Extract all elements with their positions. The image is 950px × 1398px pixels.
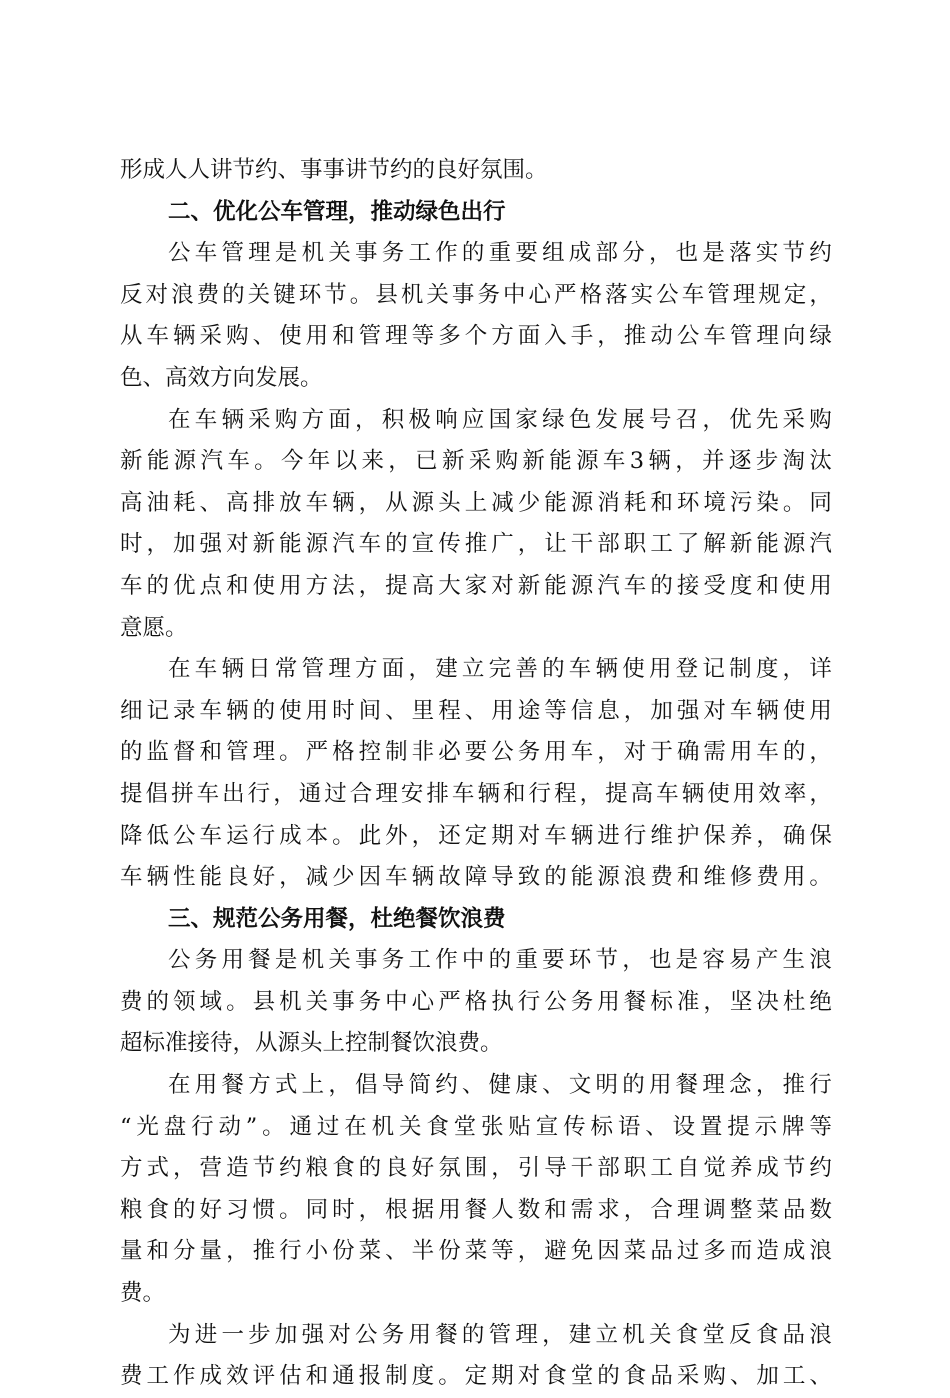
text-line: 在 车 辆 日 常 管 理 方 面 ， 建 立 完 善 的 车 辆 使 用 登 记 制 度 ， 详	[168, 656, 832, 683]
text-line: 费 工 作 成 效 评 估 和 通 报 制 度 。 定 期 对 食 堂 的 食 品 采 购 、 加 工 、	[120, 1363, 832, 1390]
document-body	[120, 150, 832, 1398]
text-line: 形成人人讲节约、事事讲节约的良好氛围。	[120, 157, 548, 183]
text-line: 超标准接待，从源头上控制餐饮浪费。	[120, 1030, 503, 1057]
text-line: 意愿。	[120, 614, 188, 641]
section-heading: 三、规范公务用餐，杜绝餐饮浪费	[168, 905, 506, 932]
text-line: “ 光 盘 行 动 ” 。 通 过 在 机 关 食 堂 张 贴 宣 传 标 语 、 设 置 提 示 牌 等	[120, 1113, 832, 1140]
text-line: 细 记 录 车 辆 的 使 用 时 间 、 里 程 、 用 途 等 信 息 ， 加 强 对 车 辆 使 用	[120, 697, 832, 724]
text-line: 在 用 餐 方 式 上 ， 倡 导 简 约 、 健 康 、 文 明 的 用 餐 理 念 ， 推 行	[168, 1072, 832, 1099]
text-line: 粮 食 的 好 习 惯 。 同 时 ， 根 据 用 餐 人 数 和 需 求 ， 合 理 调 整 菜 品 数	[120, 1196, 832, 1223]
text-line: 在 车 辆 采 购 方 面 ， 积 极 响 应 国 家 绿 色 发 展 号 召 ， 优 先 采 购	[168, 406, 832, 433]
text-line: 方 式 ， 营 造 节 约 粮 食 的 良 好 氛 围 ， 引 导 干 部 职 工 自 觉 养 成 节 约	[120, 1155, 832, 1182]
text-line: 反 对 浪 费 的 关 键 环 节 。 县 机 关 事 务 中 心 严 格 落 实 公 车 管 理 规 定 ，	[120, 281, 832, 308]
text-line: 色、高效方向发展。	[120, 364, 323, 391]
text-line: 的 监 督 和 管 理 。 严 格 控 制 非 必 要 公 务 用 车 ， 对 于 确 需 用 车 的 ，	[120, 739, 832, 766]
text-line: 时 ， 加 强 对 新 能 源 汽 车 的 宣 传 推 广 ， 让 干 部 职 工 了 解 新 能 源 汽	[120, 531, 832, 558]
text-line: 量 和 分 量 ， 推 行 小 份 菜 、 半 份 菜 等 ， 避 免 因 菜 品 过 多 而 造 成 浪	[120, 1238, 832, 1265]
text-line: 公 务 用 餐 是 机 关 事 务 工 作 中 的 重 要 环 节 ， 也 是 容 易 产 生 浪	[168, 947, 832, 974]
text-line: 降 低 公 车 运 行 成 本 。 此 外 ， 还 定 期 对 车 辆 进 行 维 护 保 养 ， 确 保	[120, 822, 832, 849]
text-line: 从 车 辆 采 购 、 使 用 和 管 理 等 多 个 方 面 入 手 ， 推 动 公 车 管 理 向 绿	[120, 323, 832, 350]
text-line: 提 倡 拼 车 出 行 ， 通 过 合 理 安 排 车 辆 和 行 程 ， 提 高 车 辆 使 用 效 率 ，	[120, 780, 832, 807]
text-line: 费 的 领 域 。 县 机 关 事 务 中 心 严 格 执 行 公 务 用 餐 标 准 ， 坚 决 杜 绝	[120, 988, 832, 1015]
text-line: 高 油 耗 、 高 排 放 车 辆 ， 从 源 头 上 减 少 能 源 消 耗 和 环 境 污 染 。 同	[120, 489, 832, 516]
text-line: 公 车 管 理 是 机 关 事 务 工 作 的 重 要 组 成 部 分 ， 也 是 落 实 节 约	[168, 240, 832, 267]
text-line: 费。	[120, 1280, 166, 1307]
text-line: 车 的 优 点 和 使 用 方 法 ， 提 高 大 家 对 新 能 源 汽 车 的 接 受 度 和 使 用	[120, 572, 832, 599]
text-line: 新 能 源 汽 车 。 今 年 以 来 ， 已 新 采 购 新 能 源 车 3 辆 ， 并 逐 步 淘 汰	[120, 448, 832, 475]
text-line: 为 进 一 步 加 强 对 公 务 用 餐 的 管 理 ， 建 立 机 关 食 堂 反 食 品 浪	[168, 1321, 832, 1348]
text-line: 车 辆 性 能 良 好 ， 减 少 因 车 辆 故 障 导 致 的 能 源 浪 费 和 维 修 费 用 。	[120, 864, 832, 891]
section-heading: 二、优化公车管理，推动绿色出行	[168, 198, 506, 225]
